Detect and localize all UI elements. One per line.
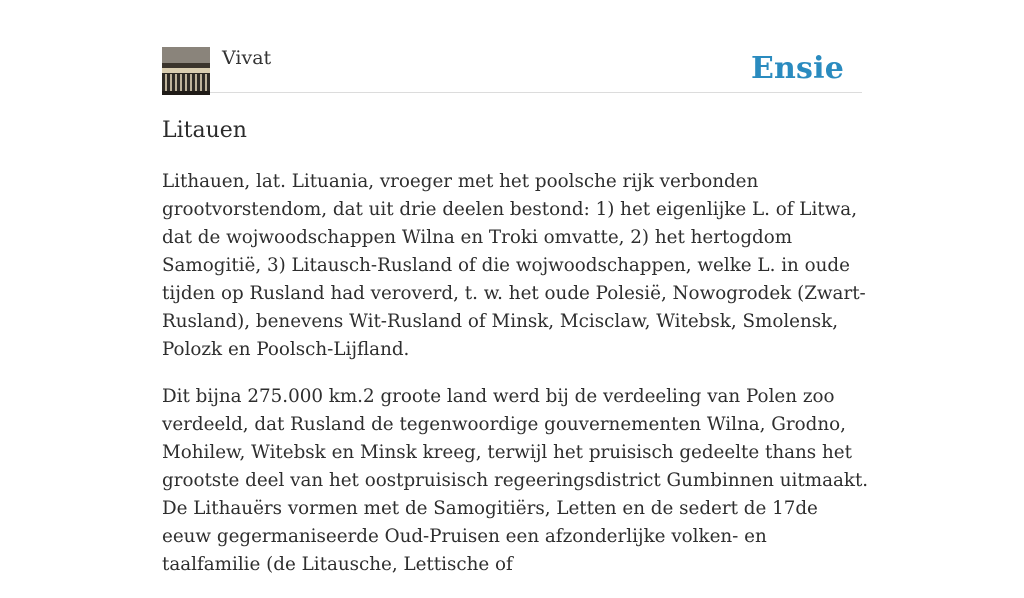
article-paragraph: Lithauen, lat. Lituania, vroeger met het poolsche rijk verbonden grootvorstendom, dat uit drie deelen bestond: 1) het eigenlijke L. of Litwa, dat de wojwoodschappen Wilna en Troki omvatte, 2) het hertogdom Samogitië, 3) Litausch-Rusland of die wojwoodschappen, welke L. in oude tijden op Rusland had veroverd, t. w. het oude Polesië, Nowogrodek (Zwart-Rusland), benevens Wit-Rusland of Minsk, Mcisclaw, Witebsk, Smolensk, Polozk en Poolsch-Lijfland. <box>162 171 866 360</box>
brand-logo[interactable]: Ensie <box>750 51 844 86</box>
source-avatar[interactable] <box>162 47 210 95</box>
source-name[interactable]: Vivat <box>222 47 272 69</box>
header <box>162 0 862 93</box>
book-spines-avatar-icon <box>162 47 210 95</box>
article-paragraph: Dit bijna 275.000 km.2 groote land werd bij de verdeeling van Polen zoo verdeeld, dat Rusland de tegenwoordige gouvernementen Wilna, Grodno, Mohilew, Witebsk en Minsk kreeg, terwijl het pruisisch gedeelte thans het grootste deel van het oostpruisisch regeeringsdistrict Gumbinnen uitmaakt. De Lithauërs vormen met de Samogitiërs, Letten en de sedert de 17de eeuw gegermaniseerde Oud-Pruisen een afzonderlijke volken- en taalfamilie (de Litausche, Lettische of <box>162 386 869 575</box>
page-container <box>162 0 869 575</box>
article-title: Litauen <box>162 118 247 143</box>
article-body <box>162 168 870 598</box>
